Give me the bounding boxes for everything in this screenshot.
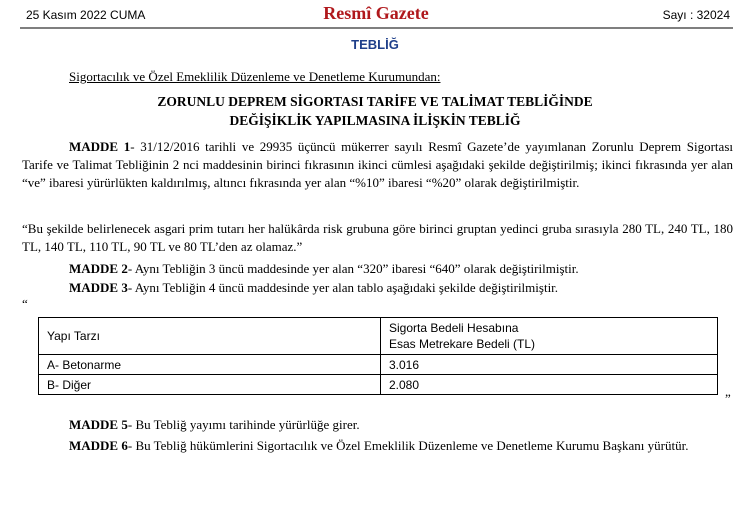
issue-date: 25 Kasım 2022 CUMA — [26, 8, 146, 22]
article-6-label: MADDE 6 — [69, 438, 128, 453]
table-open-quote: “ — [22, 296, 28, 311]
article-2-text: - Aynı Tebliğin 3 üncü maddesinde yer alan “320” ibaresi “640” olarak değiştirilmiştir. — [127, 261, 579, 276]
article-1-text: - 31/12/2016 tarihli ve 29935 üçüncü mükerrer sayılı Resmî Gazete’de yayımlanan Zorunlu Deprem Sigortası Tarife ve Talimat Tebliğinin 2 nci maddesinin birinci fıkrasının ikinci cümlesi aşağıdaki şekilde değiştirilmiş; ikinci fıkrasında yer alan “ve” ibaresi yürürlükten kaldırılmış, altıncı fıkrasında yer alan “%10” ibaresi “%20” olarak değiştirilmiştir. — [22, 139, 733, 190]
construction-type-cell: B- Diğer — [39, 375, 381, 395]
table-row — [39, 355, 718, 375]
article-5 — [22, 416, 733, 434]
article-5-label: MADDE 5 — [69, 417, 128, 432]
article-1-quote: “Bu şekilde belirlenecek asgari prim tutarı her halükârda risk grubuna göre birinci gruptan yedinci gruba sırasıyla 280 TL, 240 TL, 180 TL, 140 TL, 110 TL, 90 TL ve 80 TL’den az olamaz.” — [22, 221, 733, 254]
gazette-header — [20, 3, 732, 28]
document-title — [0, 92, 750, 130]
article-1 — [22, 138, 733, 192]
article-3 — [22, 279, 733, 297]
title-line-2: DEĞİŞİKLİK YAPILMASINA İLİŞKİN TEBLİĞ — [229, 113, 521, 128]
header-line-2: Esas Metrekare Bedeli (TL) — [389, 337, 536, 351]
article-2 — [22, 260, 733, 278]
header-divider — [20, 27, 733, 29]
article-6-text: - Bu Tebliğ hükümlerini Sigortacılık ve Özel Emeklilik Düzenleme ve Denetleme Kurumu Başkanı yürütür. — [127, 438, 689, 453]
article-2-label: MADDE 2 — [69, 261, 128, 276]
issuing-authority: Sigortacılık ve Özel Emeklilik Düzenleme ve Denetleme Kurumundan: — [69, 69, 441, 84]
article-6 — [22, 437, 733, 455]
rates-table — [38, 317, 718, 395]
construction-type-cell: A- Betonarme — [39, 355, 381, 375]
table-close-quote: ” — [725, 391, 731, 406]
issue-number: Sayı : 32024 — [662, 8, 730, 22]
header-construction-type: Yapı Tarzı — [39, 318, 381, 355]
value-cell: 2.080 — [381, 375, 718, 395]
value-cell: 3.016 — [381, 355, 718, 375]
section-heading: TEBLİĞ — [351, 37, 399, 52]
table-row — [39, 375, 718, 395]
header-square-meter-value — [381, 318, 718, 355]
article-3-text: - Aynı Tebliğin 4 üncü maddesinde yer alan tablo aşağıdaki şekilde değiştirilmiştir. — [127, 280, 559, 295]
gazette-title: Resmî Gazete — [323, 3, 429, 23]
title-line-1: ZORUNLU DEPREM SİGORTASI TARİFE VE TALİMAT TEBLİĞİNDE — [157, 94, 593, 109]
header-line-1: Sigorta Bedeli Hesabına — [389, 321, 519, 335]
article-3-label: MADDE 3 — [69, 280, 128, 295]
article-5-text: - Bu Tebliğ yayımı tarihinde yürürlüğe girer. — [127, 417, 360, 432]
table-header-row — [39, 318, 718, 355]
article-1-label: MADDE 1 — [69, 139, 131, 154]
